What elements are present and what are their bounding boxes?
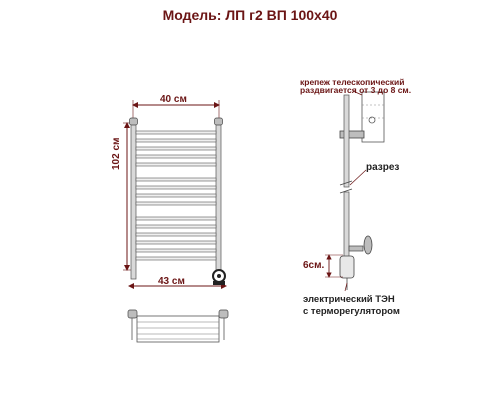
- left-rail: [131, 124, 136, 279]
- dim-top-width: 40 см: [160, 94, 187, 105]
- side-view: [325, 91, 384, 291]
- callout-heater-line2: с терморегулятором: [303, 306, 400, 317]
- dim-bottom-width: 43 см: [158, 276, 185, 287]
- top-view: [128, 310, 228, 342]
- callout-telescopic-line2: раздвигается от 3 до 8 см.: [300, 85, 412, 95]
- dim-height: 102 см: [111, 137, 122, 170]
- callout-telescopic-line1: крепеж телескопический: [300, 77, 405, 87]
- right-rail: [216, 124, 221, 270]
- towel-bars: [136, 131, 216, 260]
- heater-knob: [213, 270, 225, 285]
- page-title: Модель: ЛП г2 ВП 100х40: [162, 7, 338, 23]
- front-view: [123, 100, 226, 286]
- dim-offset: 6см.: [303, 260, 325, 271]
- callout-cut: разрез: [366, 162, 400, 173]
- callout-heater-line1: электрический ТЭН: [303, 294, 395, 305]
